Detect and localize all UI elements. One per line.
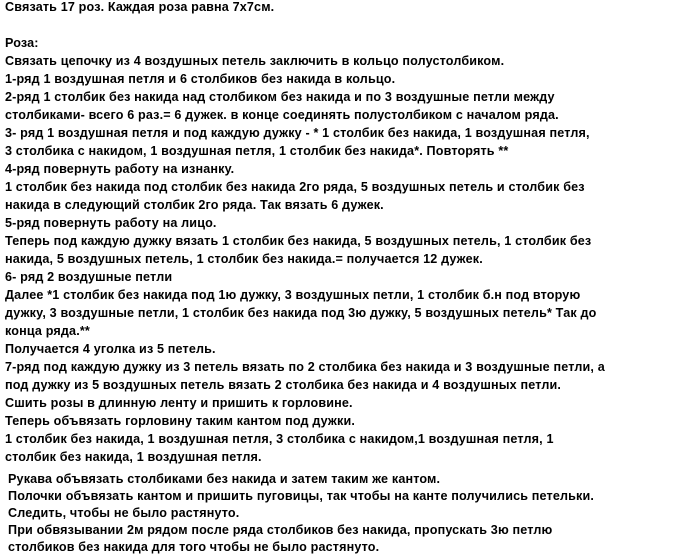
text-line: Теперь объвязать горловину таким кантом под дужки. (5, 414, 355, 428)
text-line: накида, 5 воздушных петель, 1 столбик без накида.= получается 12 дужек. (5, 252, 483, 266)
text-line: Теперь под каждую дужку вязать 1 столбик без накида, 5 воздушных петель, 1 столбик без (5, 234, 592, 248)
document-title: Связать 17 роз. Каждая роза равна 7х7см. (5, 0, 275, 14)
text-line: Следить, чтобы не было растянуто. (8, 506, 240, 520)
text-line: Полочки объвязать кантом и пришить пуговицы, так чтобы на канте получились петельки. (8, 489, 595, 503)
text-line: 2-ряд 1 столбик без накида над столбиком без накида и по 3 воздушные петли между (5, 90, 555, 104)
text-line: 6- ряд 2 воздушные петли (5, 270, 173, 284)
text-line: Рукава объвязать столбиками без накида и затем таким же кантом. (8, 472, 441, 486)
text-line: 3 столбика с накидом, 1 воздушная петля, 1 столбик без накида*. Повторять ** (5, 144, 509, 158)
text-line: столбик без накида, 1 воздушная петля. (5, 450, 262, 464)
text-line: Далее *1 столбик без накида под 1ю дужку, 3 воздушных петли, 1 столбик б.н под вторую (5, 288, 581, 302)
text-line: 5-ряд повернуть работу на лицо. (5, 216, 217, 230)
text-line: 1 столбик без накида, 1 воздушная петля, 3 столбика с накидом,1 воздушная петля, 1 (5, 432, 554, 446)
text-line: столбиков без накида для того чтобы не было растянуто. (8, 540, 380, 554)
text-line: Получается 4 уголка из 5 петель. (5, 342, 216, 356)
text-line: дужку, 3 воздушные петли, 1 столбик без накида под 3ю дужку, 5 воздушных петель* Так до (5, 306, 597, 320)
text-line: 7-ряд под каждую дужку из 3 петель вязать по 2 столбика без накида и 3 воздушные петли, а (5, 360, 605, 374)
text-line: 1 столбик без накида под столбик без накида 2го ряда, 5 воздушных петель и столбик без (5, 180, 585, 194)
section-heading: Роза: (5, 36, 39, 50)
text-line: конца ряда.** (5, 324, 90, 338)
text-line: накида в следующий столбик 2го ряда. Так вязать 6 дужек. (5, 198, 384, 212)
text-line: 3- ряд 1 воздушная петля и под каждую дужку - * 1 столбик без накида, 1 воздушная петля, (5, 126, 590, 140)
text-line: 4-ряд повернуть работу на изнанку. (5, 162, 235, 176)
text-line: Связать цепочку из 4 воздушных петель заключить в кольцо полустолбиком. (5, 54, 505, 68)
text-line: столбиками- всего 6 раз.= 6 дужек. в конце соединять полустолбиком с началом ряда. (5, 108, 559, 122)
text-line: При обвязывании 2м рядом после ряда столбиков без накида, пропускать 3ю петлю (8, 523, 553, 537)
text-line: под дужку из 5 воздушных петель вязать 2 столбика без накида и 4 воздушных петли. (5, 378, 562, 392)
text-line: Сшить розы в длинную ленту и пришить к горловине. (5, 396, 353, 410)
text-line: 1-ряд 1 воздушная петля и 6 столбиков без накида в кольцо. (5, 72, 396, 86)
